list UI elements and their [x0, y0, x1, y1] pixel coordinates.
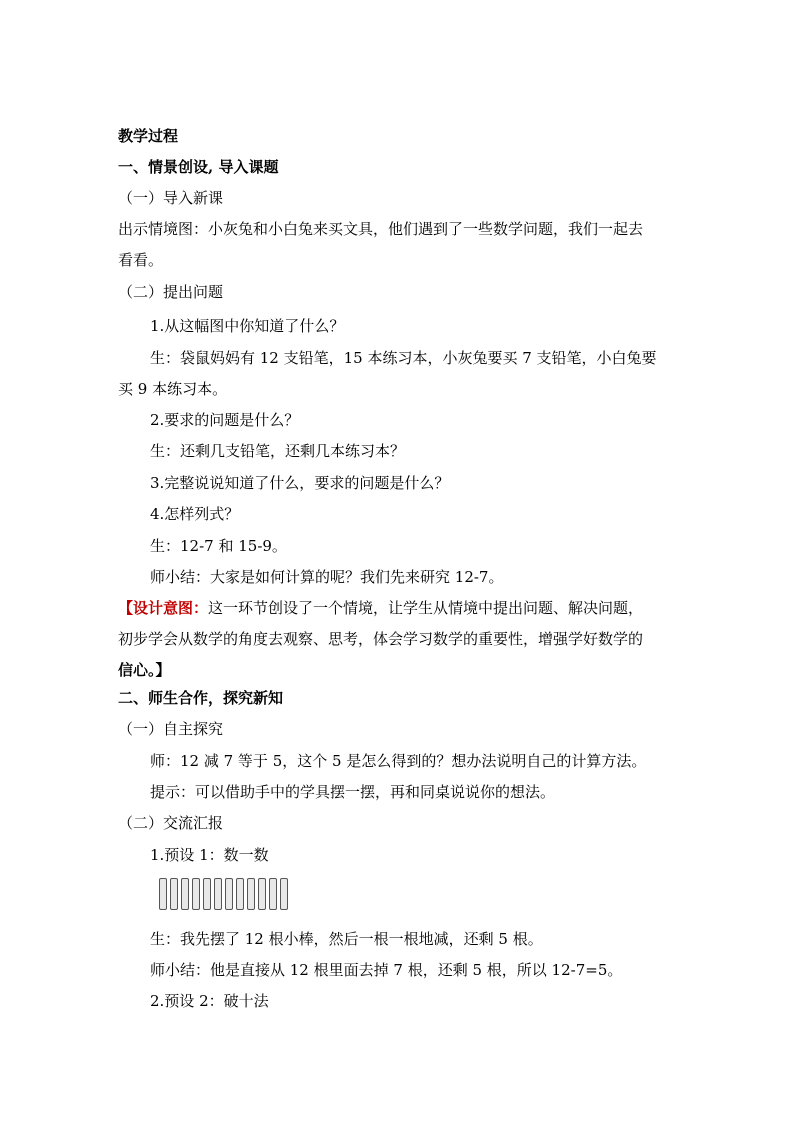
counting-stick — [159, 878, 167, 910]
preset-1-summary: 师小结：他是直接从 12 根里面去掉 7 根，还剩 5 根，所以 12-7=5。 — [150, 961, 623, 979]
preset-2: 2.预设 2：破十法 — [150, 992, 269, 1010]
question-1: 1.从这幅图中你知道了什么？ — [150, 317, 345, 335]
preset-1-answer: 生：我先摆了 12 根小棒，然后一根一根地减，还剩 5 根。 — [150, 930, 543, 948]
design-intent-text: 这一环节创设了一个情境，让学生从情境中提出问题、解决问题， — [208, 599, 644, 617]
teacher-summary: 师小结：大家是如何计算的呢？我们先来研究 12-7。 — [150, 568, 504, 586]
section-title: 教学过程 — [118, 127, 179, 145]
counting-stick — [214, 878, 222, 910]
design-intent-line3: 信心。】 — [118, 661, 171, 679]
counting-stick — [247, 878, 255, 910]
answer-4: 生：12-7 和 15-9。 — [150, 537, 287, 555]
answer-1-line1: 生：袋鼠妈妈有 12 支铅笔，15 本练习本，小灰兔要买 7 支铅笔，小白兔要 — [150, 349, 657, 367]
question-3: 3.完整说说知道了什么，要求的问题是什么？ — [150, 474, 450, 492]
part1-sub1: （一）导入新课 — [118, 189, 224, 207]
answer-1-line2: 买 9 本练习本。 — [118, 380, 228, 398]
part2-heading: 二、师生合作，探究新知 — [118, 689, 284, 707]
counting-stick — [236, 878, 244, 910]
answer-2: 生：还剩几支铅笔，还剩几本练习本？ — [150, 442, 406, 460]
counting-stick — [280, 878, 288, 910]
part1-heading: 一、情景创设, 导入课题 — [118, 158, 279, 176]
design-intent-line2: 初步学会从数学的角度去观察、思考，体会学习数学的重要性，增强学好数学的 — [118, 630, 644, 648]
part2-sub2: （二）交流汇报 — [118, 814, 224, 832]
question-2: 2.要求的问题是什么？ — [150, 411, 300, 429]
part1-intro-line1: 出示情境图：小灰兔和小白兔来买文具，他们遇到了一些数学问题，我们一起去 — [118, 220, 644, 238]
counting-sticks — [159, 878, 288, 910]
part2-sub1: （一）自主探究 — [118, 720, 224, 738]
design-intent-line1 — [118, 598, 688, 618]
part1-intro-line2: 看看。 — [118, 251, 164, 269]
counting-stick — [269, 878, 277, 910]
counting-stick — [192, 878, 200, 910]
counting-stick — [258, 878, 266, 910]
teacher-question: 师：12 减 7 等于 5，这个 5 是怎么得到的？想办法说明自己的计算方法。 — [150, 752, 647, 770]
question-4: 4.怎样列式？ — [150, 505, 240, 523]
design-intent-label: 【设计意图： — [118, 599, 209, 617]
counting-stick — [181, 878, 189, 910]
counting-stick — [203, 878, 211, 910]
hint: 提示：可以借助手中的学具摆一摆，再和同桌说说你的想法。 — [150, 783, 556, 801]
counting-stick — [170, 878, 178, 910]
preset-1: 1.预设 1：数一数 — [150, 846, 269, 864]
counting-stick — [225, 878, 233, 910]
part1-sub2: （二）提出问题 — [118, 283, 224, 301]
